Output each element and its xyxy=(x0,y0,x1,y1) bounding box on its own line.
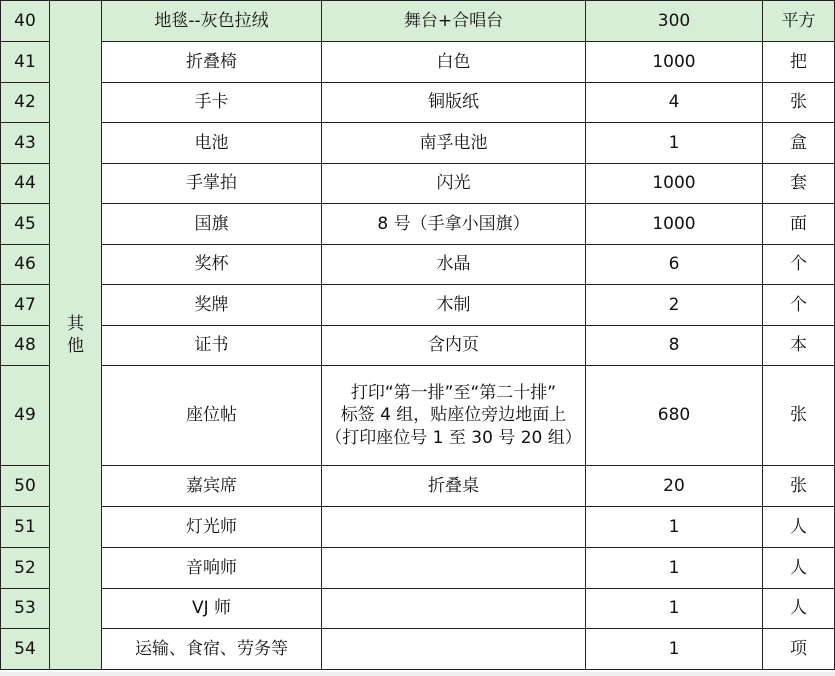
row-number: 49 xyxy=(1,366,50,466)
row-number: 54 xyxy=(1,629,50,670)
item-unit-cell[interactable]: 平方 xyxy=(763,1,835,42)
item-name-cell[interactable]: 奖杯 xyxy=(102,245,322,285)
row-number: 44 xyxy=(1,164,50,204)
item-name-cell[interactable]: 运输、食宿、劳务等 xyxy=(102,629,322,670)
item-unit-cell[interactable]: 人 xyxy=(763,548,835,589)
item-qty-cell[interactable]: 1 xyxy=(586,123,763,164)
item-name-cell[interactable]: 座位帖 xyxy=(102,366,322,466)
item-spec-cell[interactable]: 舞台+合唱台 xyxy=(322,1,586,42)
item-name-cell[interactable]: 折叠椅 xyxy=(102,42,322,83)
item-spec-cell[interactable]: 南孚电池 xyxy=(322,123,586,164)
item-name-cell[interactable]: 地毯--灰色拉绒 xyxy=(102,1,322,42)
item-unit-cell[interactable]: 套 xyxy=(763,164,835,204)
category-cell-other[interactable] xyxy=(50,1,102,670)
item-qty-cell[interactable]: 2 xyxy=(586,285,763,326)
item-spec-cell[interactable] xyxy=(322,589,586,629)
item-unit-cell[interactable]: 把 xyxy=(763,42,835,83)
item-spec-cell[interactable]: 木制 xyxy=(322,285,586,326)
row-number: 43 xyxy=(1,123,50,164)
table-row[interactable] xyxy=(1,548,835,589)
item-spec-cell[interactable] xyxy=(322,366,586,466)
item-spec-cell[interactable]: 闪光 xyxy=(322,164,586,204)
row-number: 46 xyxy=(1,245,50,285)
item-spec-cell[interactable]: 铜版纸 xyxy=(322,83,586,123)
table-row[interactable] xyxy=(1,507,835,548)
item-name-cell[interactable]: 手卡 xyxy=(102,83,322,123)
row-number: 42 xyxy=(1,83,50,123)
item-qty-cell[interactable]: 20 xyxy=(586,466,763,507)
item-spec-cell[interactable]: 水晶 xyxy=(322,245,586,285)
item-unit-cell[interactable]: 本 xyxy=(763,326,835,366)
row-number: 51 xyxy=(1,507,50,548)
row-number: 53 xyxy=(1,589,50,629)
item-qty-cell[interactable]: 680 xyxy=(586,366,763,466)
item-qty-cell[interactable]: 1000 xyxy=(586,204,763,245)
table-row[interactable] xyxy=(1,123,835,164)
category-label-line: 其 xyxy=(67,313,84,334)
item-name-cell[interactable]: 嘉宾席 xyxy=(102,466,322,507)
item-unit-cell[interactable]: 面 xyxy=(763,204,835,245)
item-qty-cell[interactable]: 1000 xyxy=(586,42,763,83)
row-number: 41 xyxy=(1,42,50,83)
item-qty-cell[interactable]: 1 xyxy=(586,507,763,548)
item-unit-cell[interactable]: 盒 xyxy=(763,123,835,164)
table-row[interactable] xyxy=(1,285,835,326)
table-row[interactable] xyxy=(1,326,835,366)
item-qty-cell[interactable]: 8 xyxy=(586,326,763,366)
table-row[interactable] xyxy=(1,42,835,83)
item-spec-cell[interactable] xyxy=(322,507,586,548)
item-unit-cell[interactable]: 人 xyxy=(763,589,835,629)
item-unit-cell[interactable]: 张 xyxy=(763,466,835,507)
row-number: 47 xyxy=(1,285,50,326)
item-qty-cell[interactable]: 6 xyxy=(586,245,763,285)
table-row[interactable] xyxy=(1,83,835,123)
spec-line: （打印座位号 1 至 30 号 20 组） xyxy=(325,427,582,448)
item-name-cell[interactable]: 手掌拍 xyxy=(102,164,322,204)
item-qty-cell[interactable]: 1000 xyxy=(586,164,763,204)
row-number: 50 xyxy=(1,466,50,507)
spec-line: 标签 4 组，贴座位旁边地面上 xyxy=(340,405,567,426)
item-qty-cell[interactable]: 1 xyxy=(586,629,763,670)
item-name-cell[interactable]: 灯光师 xyxy=(102,507,322,548)
table-row[interactable] xyxy=(1,366,835,466)
table-row[interactable] xyxy=(1,204,835,245)
table-row[interactable] xyxy=(1,164,835,204)
row-number: 52 xyxy=(1,548,50,589)
table-row[interactable] xyxy=(1,589,835,629)
item-name-cell[interactable]: VJ 师 xyxy=(102,589,322,629)
item-spec-cell[interactable] xyxy=(322,548,586,589)
item-unit-cell[interactable]: 人 xyxy=(763,507,835,548)
item-spec-cell[interactable]: 白色 xyxy=(322,42,586,83)
item-unit-cell[interactable]: 张 xyxy=(763,366,835,466)
item-unit-cell[interactable]: 个 xyxy=(763,245,835,285)
item-qty-cell[interactable]: 300 xyxy=(586,1,763,42)
item-name-cell[interactable]: 国旗 xyxy=(102,204,322,245)
item-unit-cell[interactable]: 张 xyxy=(763,83,835,123)
item-name-cell[interactable]: 证书 xyxy=(102,326,322,366)
item-spec-cell[interactable]: 含内页 xyxy=(322,326,586,366)
item-qty-cell[interactable]: 1 xyxy=(586,589,763,629)
row-number: 48 xyxy=(1,326,50,366)
item-name-cell[interactable]: 音响师 xyxy=(102,548,322,589)
table-row[interactable] xyxy=(1,1,835,42)
item-unit-cell[interactable]: 项 xyxy=(763,629,835,670)
item-name-cell[interactable]: 奖牌 xyxy=(102,285,322,326)
row-number: 40 xyxy=(1,1,50,42)
sheet-bottom-edge xyxy=(0,672,835,676)
item-qty-cell[interactable]: 1 xyxy=(586,548,763,589)
item-spec-cell[interactable]: 8 号（手拿小国旗） xyxy=(322,204,586,245)
item-name-cell[interactable]: 电池 xyxy=(102,123,322,164)
table-row[interactable] xyxy=(1,629,835,670)
category-label-line: 他 xyxy=(67,336,84,356)
row-number: 45 xyxy=(1,204,50,245)
spec-line: 打印“第一排”至“第二十排” xyxy=(350,383,557,404)
item-spec-cell[interactable]: 折叠桌 xyxy=(322,466,586,507)
item-unit-cell[interactable]: 个 xyxy=(763,285,835,326)
item-spec-cell[interactable] xyxy=(322,629,586,670)
table-row[interactable] xyxy=(1,245,835,285)
item-qty-cell[interactable]: 4 xyxy=(586,83,763,123)
table-row[interactable] xyxy=(1,466,835,507)
